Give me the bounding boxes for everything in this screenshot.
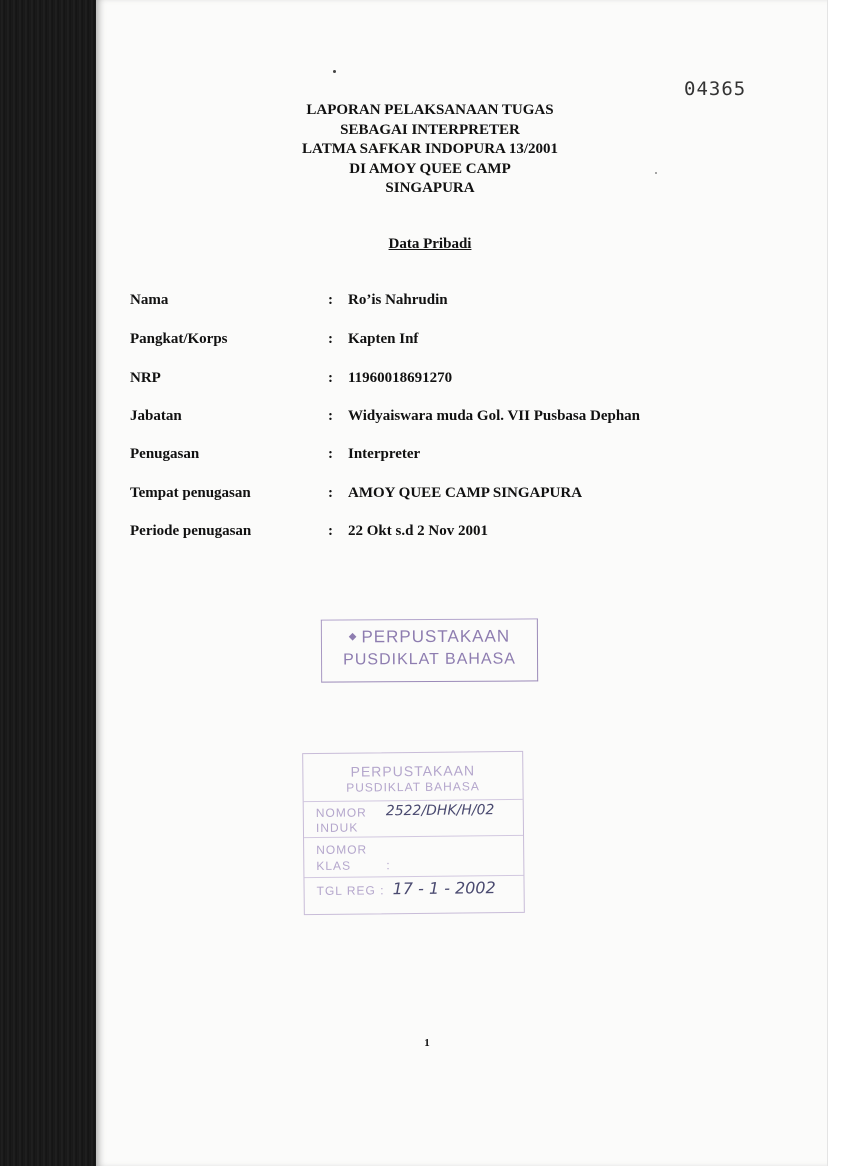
diamond-icon: ◆ — [348, 631, 358, 643]
stamp-colon: : — [386, 858, 391, 873]
stamp-divider — [304, 835, 523, 838]
field-colon: : — [328, 408, 333, 424]
stamp-label: NOMOR — [315, 805, 367, 821]
stamp-label: INDUK — [315, 820, 359, 836]
field-value: Widyaiswara muda Gol. VII Pusbasa Dephan — [348, 408, 641, 424]
field-colon: : — [328, 331, 333, 347]
binding-strip — [0, 0, 96, 1166]
field-label: Periode penugasan — [130, 523, 252, 539]
title-line: DI AMOY QUEE CAMP — [349, 160, 511, 177]
scan-speck — [655, 172, 657, 174]
page-number: 1 — [424, 1037, 430, 1049]
field-periode-penugasan — [130, 523, 690, 543]
stamp-header: PERPUSTAKAAN — [350, 762, 476, 780]
field-pangkat — [130, 331, 690, 351]
document-number: 04365 — [684, 78, 747, 100]
field-colon: : — [328, 292, 333, 308]
stamp-label: TGL REG : — [316, 883, 385, 899]
handwritten-value: 2522/DHK/H/02 — [385, 802, 495, 820]
title-line: SEBAGAI INTERPRETER — [340, 121, 520, 138]
stamp-line — [322, 626, 537, 647]
field-colon: : — [328, 370, 333, 386]
field-value: 22 Okt s.d 2 Nov 2001 — [348, 523, 489, 539]
stamp-text: PERPUSTAKAAN — [361, 626, 511, 647]
field-value: Ro’is Nahrudin — [348, 292, 448, 308]
field-value: Kapten Inf — [348, 331, 419, 347]
field-label: Tempat penugasan — [130, 485, 251, 501]
registration-stamp — [302, 751, 525, 915]
stamp-label: KLAS — [316, 858, 352, 874]
field-penugasan — [130, 446, 690, 466]
report-title — [230, 101, 630, 199]
field-label: Jabatan — [130, 408, 182, 424]
field-colon: : — [328, 523, 333, 539]
title-line: LATMA SAFKAR INDOPURA 13/2001 — [302, 141, 558, 157]
field-colon: : — [328, 485, 333, 501]
stamp-label: NOMOR — [316, 842, 368, 858]
field-label: Penugasan — [130, 446, 200, 462]
field-jabatan — [130, 408, 690, 428]
stamp-text: PUSDIKLAT BAHASA — [343, 650, 516, 669]
field-label: Pangkat/Korps — [130, 331, 228, 347]
field-nrp — [130, 370, 690, 390]
field-colon: : — [328, 446, 333, 462]
field-label: NRP — [130, 370, 161, 386]
field-label: Nama — [130, 292, 169, 308]
library-stamp — [321, 618, 538, 682]
field-tempat-penugasan — [130, 485, 690, 505]
handwritten-value: 17 - 1 - 2002 — [392, 878, 496, 899]
stamp-header: PUSDIKLAT BAHASA — [346, 779, 480, 795]
scan-speck — [333, 70, 336, 73]
field-value: Interpreter — [348, 446, 421, 462]
field-value: 11960018691270 — [348, 370, 453, 386]
title-line: SINGAPURA — [385, 180, 475, 196]
page-edge — [827, 0, 851, 1166]
title-line: LAPORAN PELAKSANAAN TUGAS — [306, 102, 554, 118]
section-title: Data Pribadi — [388, 236, 472, 252]
field-value: AMOY QUEE CAMP SINGAPURA — [348, 485, 583, 501]
field-nama — [130, 292, 690, 312]
